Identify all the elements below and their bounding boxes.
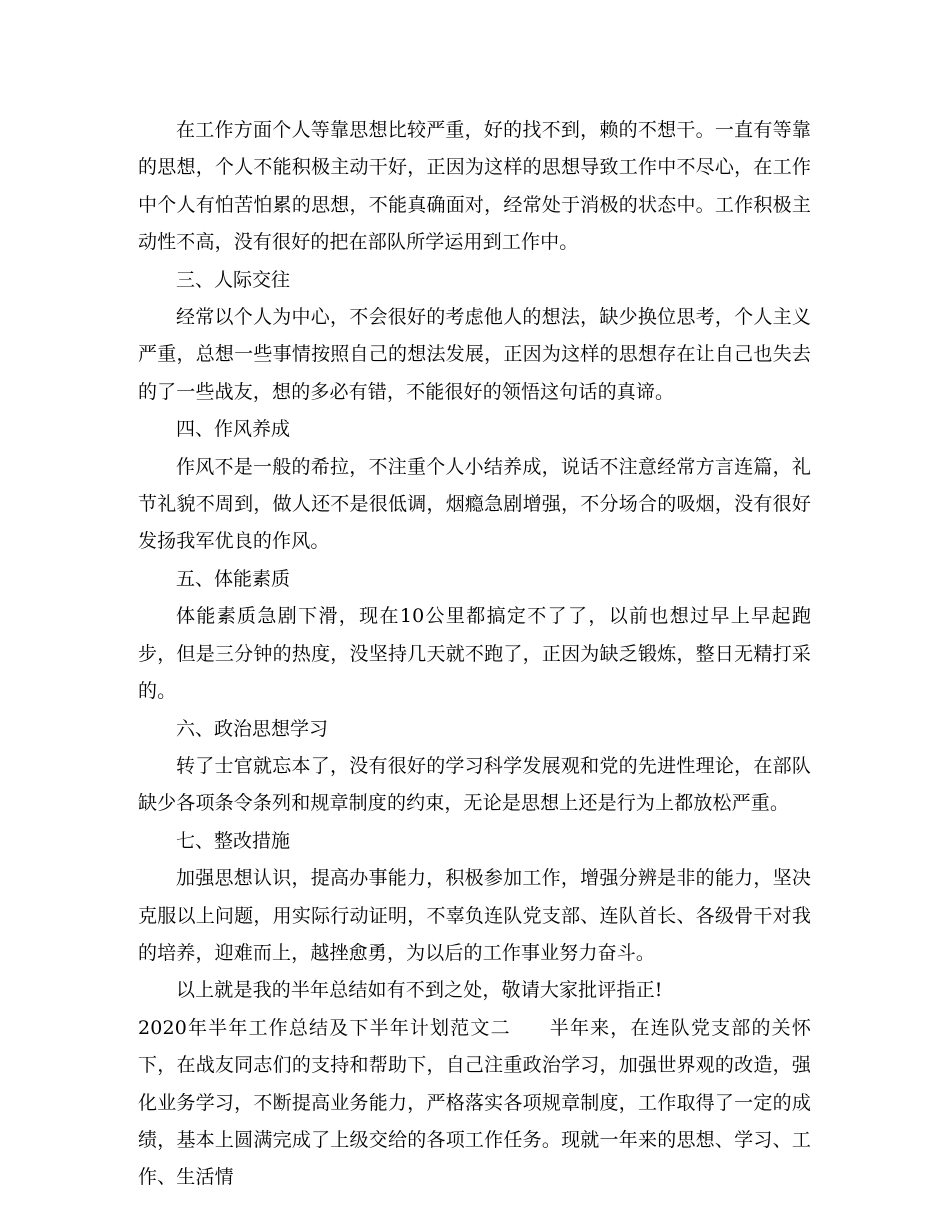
section-title: 2020年半年工作总结及下半年计划范文二: [138, 1016, 511, 1039]
section-two-intro: [138, 1010, 811, 1197]
paragraph-work-style: 作风不是一般的希拉，不注重个人小结养成，说话不注意经常方言连篇，礼节礼貌不周到，做人还不是很低调，烟瘾急剧增强，不分场合的吸烟，没有很好发扬我军优良的作风。: [138, 455, 811, 553]
document-page: [138, 112, 811, 1197]
heading-interpersonal: 三、人际交往: [176, 268, 291, 291]
paragraph-rectification: 加强思想认识，提高办事能力，积极参加工作，增强分辨是非的能力，坚决克服以上问题，用实际行动证明，不辜负连队党支部、连队首长、各级骨干对我的培养，迎难而上，越挫愈勇，为以后的工作事业努力奋斗。: [138, 867, 811, 964]
heading-rectification: 七、整改措施: [176, 829, 291, 852]
paragraph-interpersonal: 经常以个人为中心，不会很好的考虑他人的想法，缺少换位思考，个人主义严重，总想一些事情按照自己的想法发展，正因为这样的思想存在让自己也失去的了一些战友，想的多必有错，不能很好的领悟这句话的真谛。: [138, 306, 811, 403]
paragraph-closing: 以上就是我的半年总结如有不到之处，敬请大家批评指正!: [176, 979, 663, 1002]
paragraph-physical-fitness: 体能素质急剧下滑，现在10公里都搞定不了了，以前也想过早上早起跑步，但是三分钟的热度，没坚持几天就不跑了，正因为缺乏锻炼，整日无精打采的。: [138, 605, 811, 703]
paragraph-work-attitude: 在工作方面个人等靠思想比较严重，好的找不到，赖的不想干。一直有等靠的思想，个人不能积极主动干好，正因为这样的思想导致工作中不尽心，在工作中个人有怕苦怕累的思想，不能真确面对，经常处于消极的状态中。工作积极主动性不高，没有很好的把在部队所学运用到工作中。: [138, 119, 811, 254]
heading-political-study: 六、政治思想学习: [176, 717, 329, 740]
heading-work-style: 四、作风养成: [176, 418, 291, 441]
section-body: 半年来，在连队党支部的关怀下，在战友同志们的支持和帮助下，自己注重政治学习，加强世界观的改造，强化业务学习，不断提高业务能力，严格落实各项规章制度，工作取得了一定的成绩，基本上圆满完成了上级交给的各项工作任务。现就一年来的思想、学习、工作、生活情: [138, 1016, 811, 1189]
paragraph-political-study: 转了士官就忘本了，没有很好的学习科学发展观和党的先进性理论，在部队缺少各项条令条列和规章制度的约束，无论是思想上还是行为上都放松严重。: [138, 754, 811, 815]
heading-physical-fitness: 五、体能素质: [176, 567, 291, 590]
